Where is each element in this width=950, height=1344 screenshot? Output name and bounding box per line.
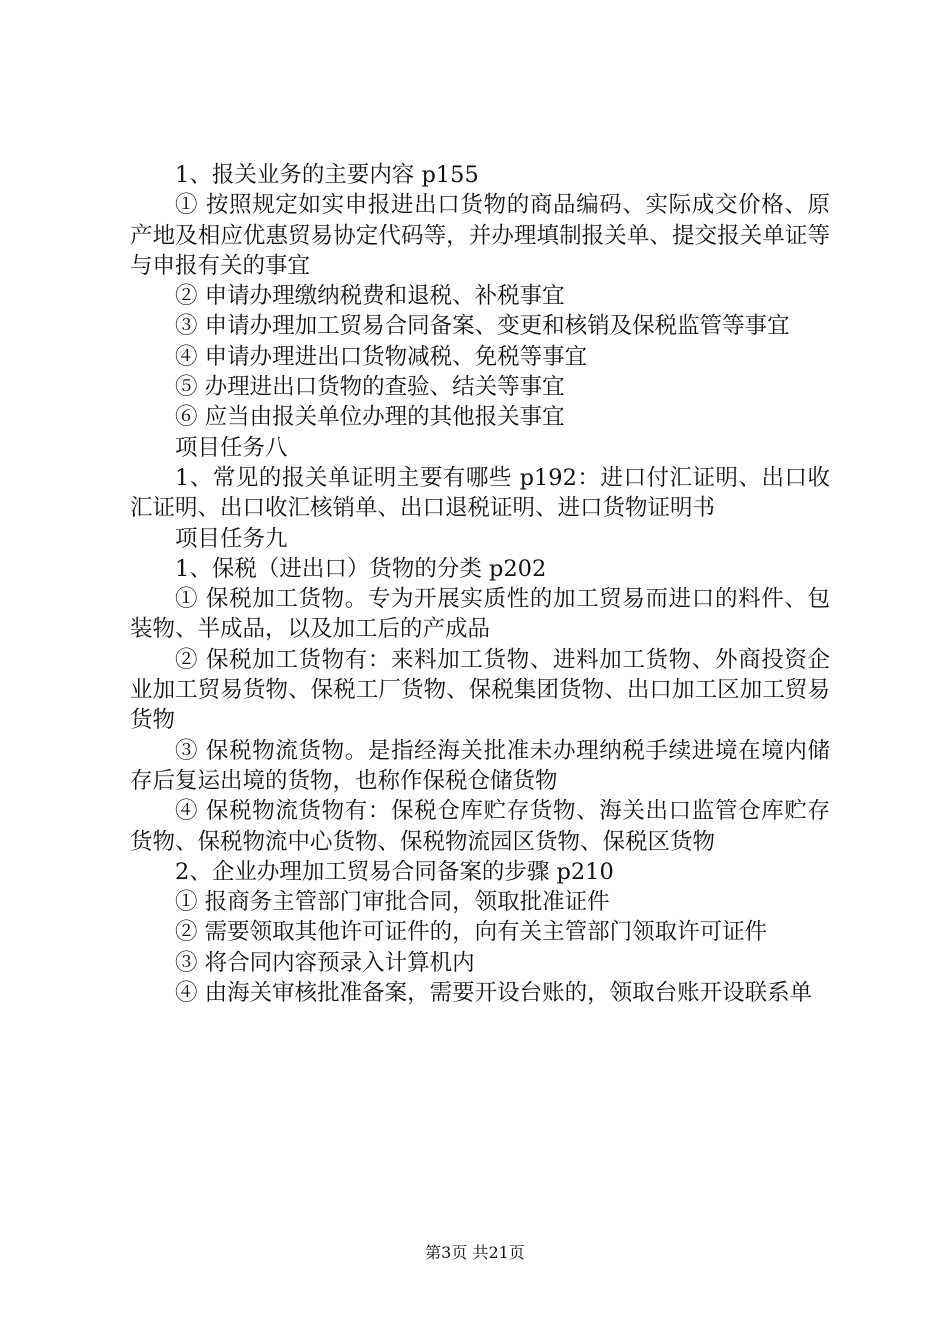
document-body (130, 160, 830, 1008)
list-item: ④ 申请办理进出口货物减税、免税等事宜 (175, 343, 588, 370)
list-item: ③ 将合同内容预录入计算机内 (175, 949, 475, 976)
list-item: ⑤ 办理进出口货物的查验、结关等事宜 (175, 374, 565, 401)
list-item: ① 报商务主管部门审批合同，领取批准证件 (175, 889, 610, 916)
list-item: ③ 申请办理加工贸易合同备案、变更和核销及保税监管等事宜 (175, 313, 790, 340)
list-item: ② 保税加工货物有：来料加工货物、进料加工货物、外商投资企业加工贸易货物、保税工厂货物、保税集团货物、出口加工区加工贸易货物 (130, 646, 830, 734)
list-item: ④ 保税物流货物有：保税仓库贮存货物、海关出口监管仓库贮存货物、保税物流中心货物、保税物流园区货物、保税区货物 (130, 798, 830, 855)
list-item: ③ 保税物流货物。是指经海关批准未办理纳税手续进境在境内储存后复运出境的货物，也称作保税仓储货物 (130, 737, 830, 794)
section-heading: 1、报关业务的主要内容 p155 (175, 162, 479, 188)
list-item: ① 保税加工货物。专为开展实质性的加工贸易而进口的料件、包装物、半成品，以及加工后的产成品 (130, 586, 830, 643)
list-item: ① 按照规定如实申报进出口货物的商品编码、实际成交价格、原产地及相应优惠贸易协定代码等，并办理填制报关单、提交报关单证等与申报有关的事宜 (130, 192, 830, 279)
list-item: ④ 由海关审核批准备案，需要开设台账的，领取台账开设联系单 (175, 980, 813, 1007)
list-item: ② 需要领取其他许可证件的，向有关主管部门领取许可证件 (175, 919, 768, 946)
project-heading: 项目任务八 (175, 434, 288, 461)
section-heading: 1、常见的报关单证明主要有哪些 p192：进口付汇证明、出口收汇证明、出口收汇核销单、出口退税证明、进口货物证明书 (130, 464, 830, 522)
project-heading: 项目任务九 (175, 525, 288, 552)
list-item: ② 申请办理缴纳税费和退税、补税事宜 (175, 283, 565, 310)
list-item: ⑥ 应当由报关单位办理的其他报关事宜 (175, 404, 565, 431)
page-number: 第3页 共21页 (425, 1243, 525, 1262)
section-heading: 1、保税（进出口）货物的分类 p202 (175, 555, 547, 582)
section-heading: 2、企业办理加工贸易合同备案的步骤 p210 (175, 858, 614, 885)
